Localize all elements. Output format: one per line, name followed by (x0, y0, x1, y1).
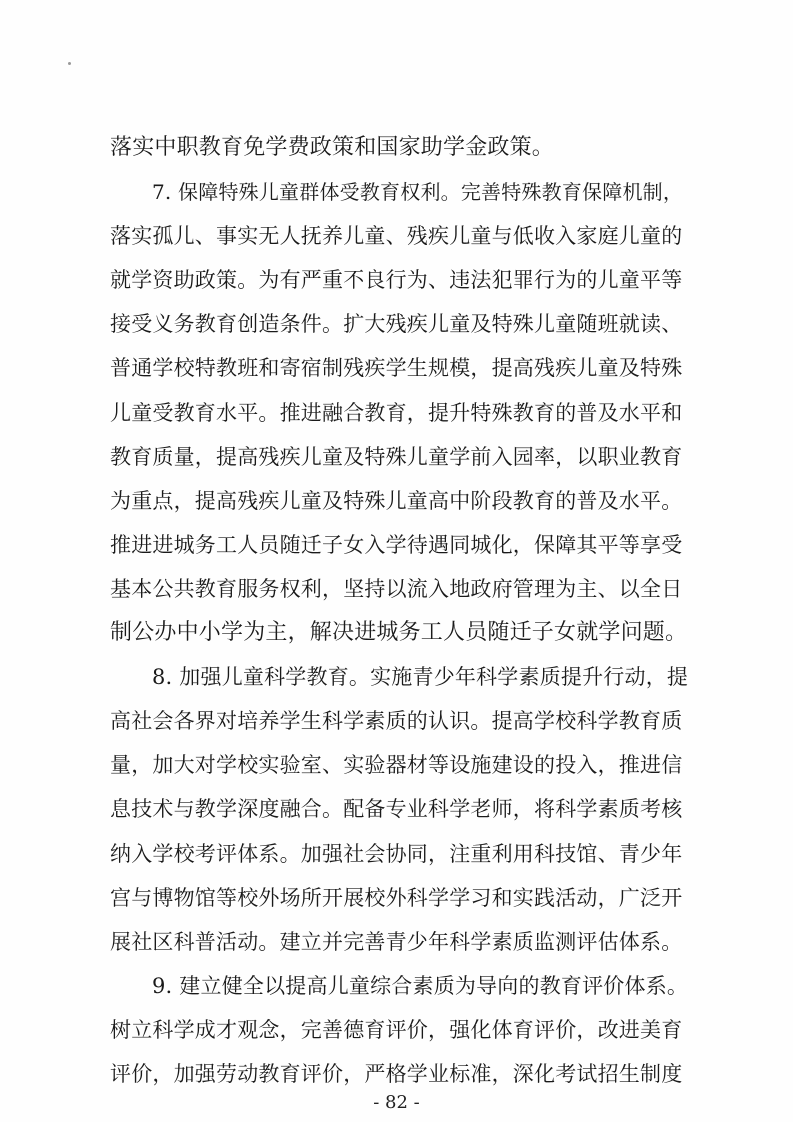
paragraph-line: 教育质量，提高残疾儿童及特殊儿童学前入园率，以职业教育 (110, 445, 683, 469)
paragraph-line: 接受义务教育创造条件。扩大残疾儿童及特殊儿童随班就读、 (110, 312, 683, 336)
scan-speck (68, 62, 71, 65)
paragraph-line: 制公办中小学为主，解决进城务工人员随迁子女就学问题。 (110, 620, 688, 645)
paragraph-line: 宫与博物馆等校外场所开展校外科学学习和实践活动，广泛开 (110, 886, 683, 910)
paragraph-line: 9. 建立健全以提高儿童综合素质为导向的教育评价体系。 (152, 974, 689, 998)
paragraph-line: 高社会各界对培养学生科学素质的认识。提高学校科学教育质 (110, 709, 683, 733)
paragraph-line: 息技术与教学深度融合。配备专业科学老师，将科学素质考核 (110, 797, 683, 821)
page-number: - 82 - (373, 1092, 420, 1113)
paragraph-line: 为重点，提高残疾儿童及特殊儿童高中阶段教育的普及水平。 (110, 489, 683, 513)
paragraph-line: 树立科学成才观念，完善德育评价，强化体育评价，改进美育 (110, 1018, 683, 1042)
paragraph-line: 落实孤儿、事实无人抚养儿童、残疾儿童与低收入家庭儿童的 (110, 224, 683, 248)
paragraph-line: 推进进城务工人员随迁子女入学待遇同城化，保障其平等享受 (110, 533, 683, 557)
paragraph-line: 7. 保障特殊儿童群体受教育权利。完善特殊教育保障机制， (152, 180, 684, 204)
paragraph-line: 8. 加强儿童科学教育。实施青少年科学素质提升行动，提 (152, 665, 689, 689)
paragraph-line: 展社区科普活动。建立并完善青少年科学素质监测评估体系。 (110, 930, 683, 954)
paragraph-line: 基本公共教育服务权利，坚持以流入地政府管理为主、以全日 (110, 577, 683, 601)
paragraph-line: 就学资助政策。为有严重不良行为、违法犯罪行为的儿童平等 (110, 268, 683, 292)
paragraph-line: 儿童受教育水平。推进融合教育，提升特殊教育的普及水平和 (110, 401, 683, 425)
paragraph-line: 量，加大对学校实验室、实验器材等设施建设的投入，推进信 (110, 753, 683, 777)
paragraph-line: 评价，加强劳动教育评价，严格学业标准，深化考试招生制度 (110, 1062, 683, 1086)
paragraph-line: 落实中职教育免学费政策和国家助学金政策。 (110, 135, 555, 160)
paragraph-line: 普通学校特教班和寄宿制残疾学生规模，提高残疾儿童及特殊 (110, 356, 683, 380)
paragraph-line: 纳入学校考评体系。加强社会协同，注重利用科技馆、青少年 (110, 842, 683, 866)
